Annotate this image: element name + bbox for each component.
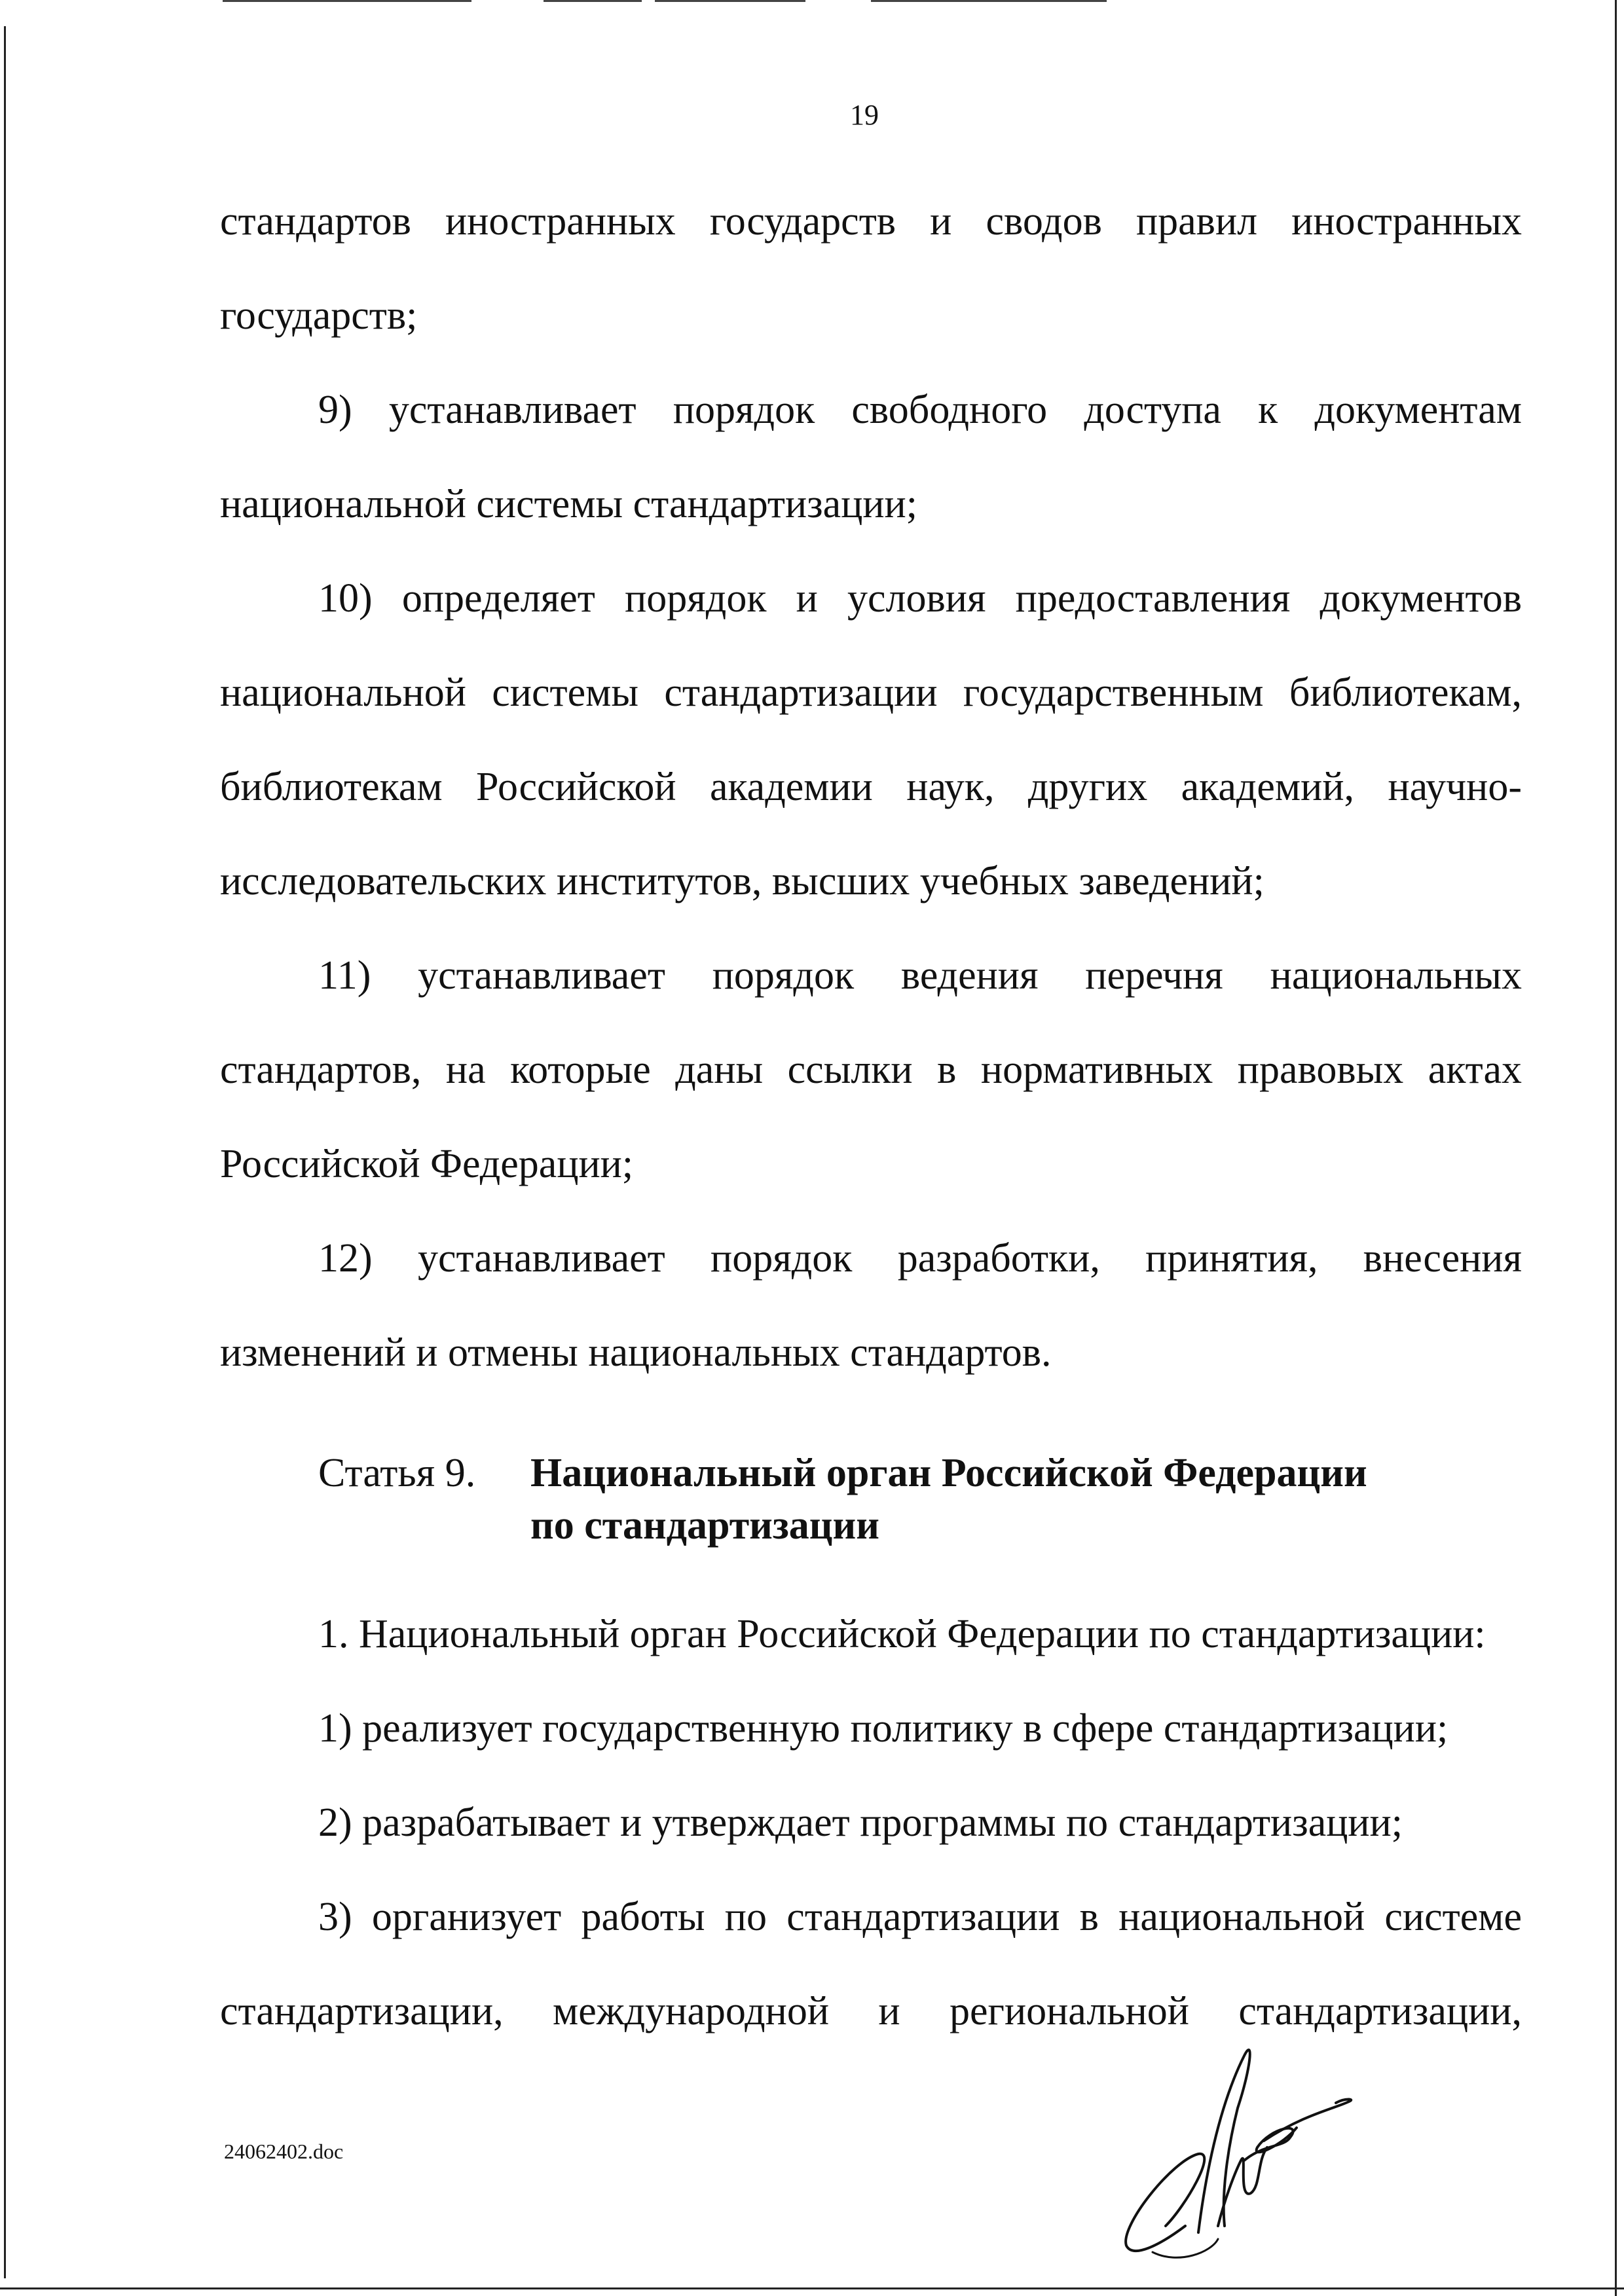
body-line: национальной системы стандартизации государственным библиотекам, xyxy=(220,670,1522,715)
body-line: национальной системы стандартизации; xyxy=(220,482,917,526)
list-item-2: 2) разрабатывает и утверждает программы по стандартизации; xyxy=(318,1800,1403,1845)
body-line: изменений и отмены национальных стандартов. xyxy=(220,1330,1052,1375)
article-title-line: по стандартизации xyxy=(530,1503,879,1548)
scan-border-top-segment xyxy=(223,0,471,2)
scan-border-top-segment xyxy=(655,0,805,2)
scan-border-bottom xyxy=(0,2287,1624,2289)
list-item-10: 10) определяет порядок и условия предоставления документов xyxy=(318,576,1522,621)
scan-border-top-segment xyxy=(544,0,642,2)
body-line: стандартов иностранных государств и сводов правил иностранных xyxy=(220,199,1522,244)
list-item-12: 12) устанавливает порядок разработки, принятия, внесения xyxy=(318,1236,1522,1281)
scan-border-top-segment xyxy=(871,0,1107,2)
body-line: государств; xyxy=(220,293,418,338)
document-code: 24062402.doc xyxy=(224,2140,344,2163)
signature-image xyxy=(1087,2030,1362,2265)
article-label: Статья 9. xyxy=(318,1451,476,1495)
list-item-1: 1) реализует государственную политику в сфере стандартизации; xyxy=(318,1706,1449,1751)
body-line: исследовательских институтов, высших учебных заведений; xyxy=(220,859,1264,903)
list-item-11: 11) устанавливает порядок ведения перечня национальных xyxy=(318,953,1522,998)
scan-border-left xyxy=(4,26,6,2278)
section-line: 1. Национальный орган Российской Федерации по стандартизации: xyxy=(318,1612,1486,1656)
article-title xyxy=(530,1447,1447,1552)
list-item-9: 9) устанавливает порядок свободного доступа к документам xyxy=(318,388,1522,432)
body-line: библиотекам Российской академии наук, других академий, научно- xyxy=(220,765,1522,809)
scan-border-right xyxy=(1615,0,1617,2296)
page-number: 19 xyxy=(850,99,879,131)
article-title-line: Национальный орган Российской Федерации xyxy=(530,1451,1367,1495)
section-line: стандартизации, международной и региональной стандартизации, xyxy=(220,1989,1522,2033)
list-item-3: 3) организует работы по стандартизации в национальной системе xyxy=(318,1895,1522,1939)
body-line: Российской Федерации; xyxy=(220,1142,634,1186)
body-line: стандартов, на которые даны ссылки в нормативных правовых актах xyxy=(220,1048,1522,1092)
